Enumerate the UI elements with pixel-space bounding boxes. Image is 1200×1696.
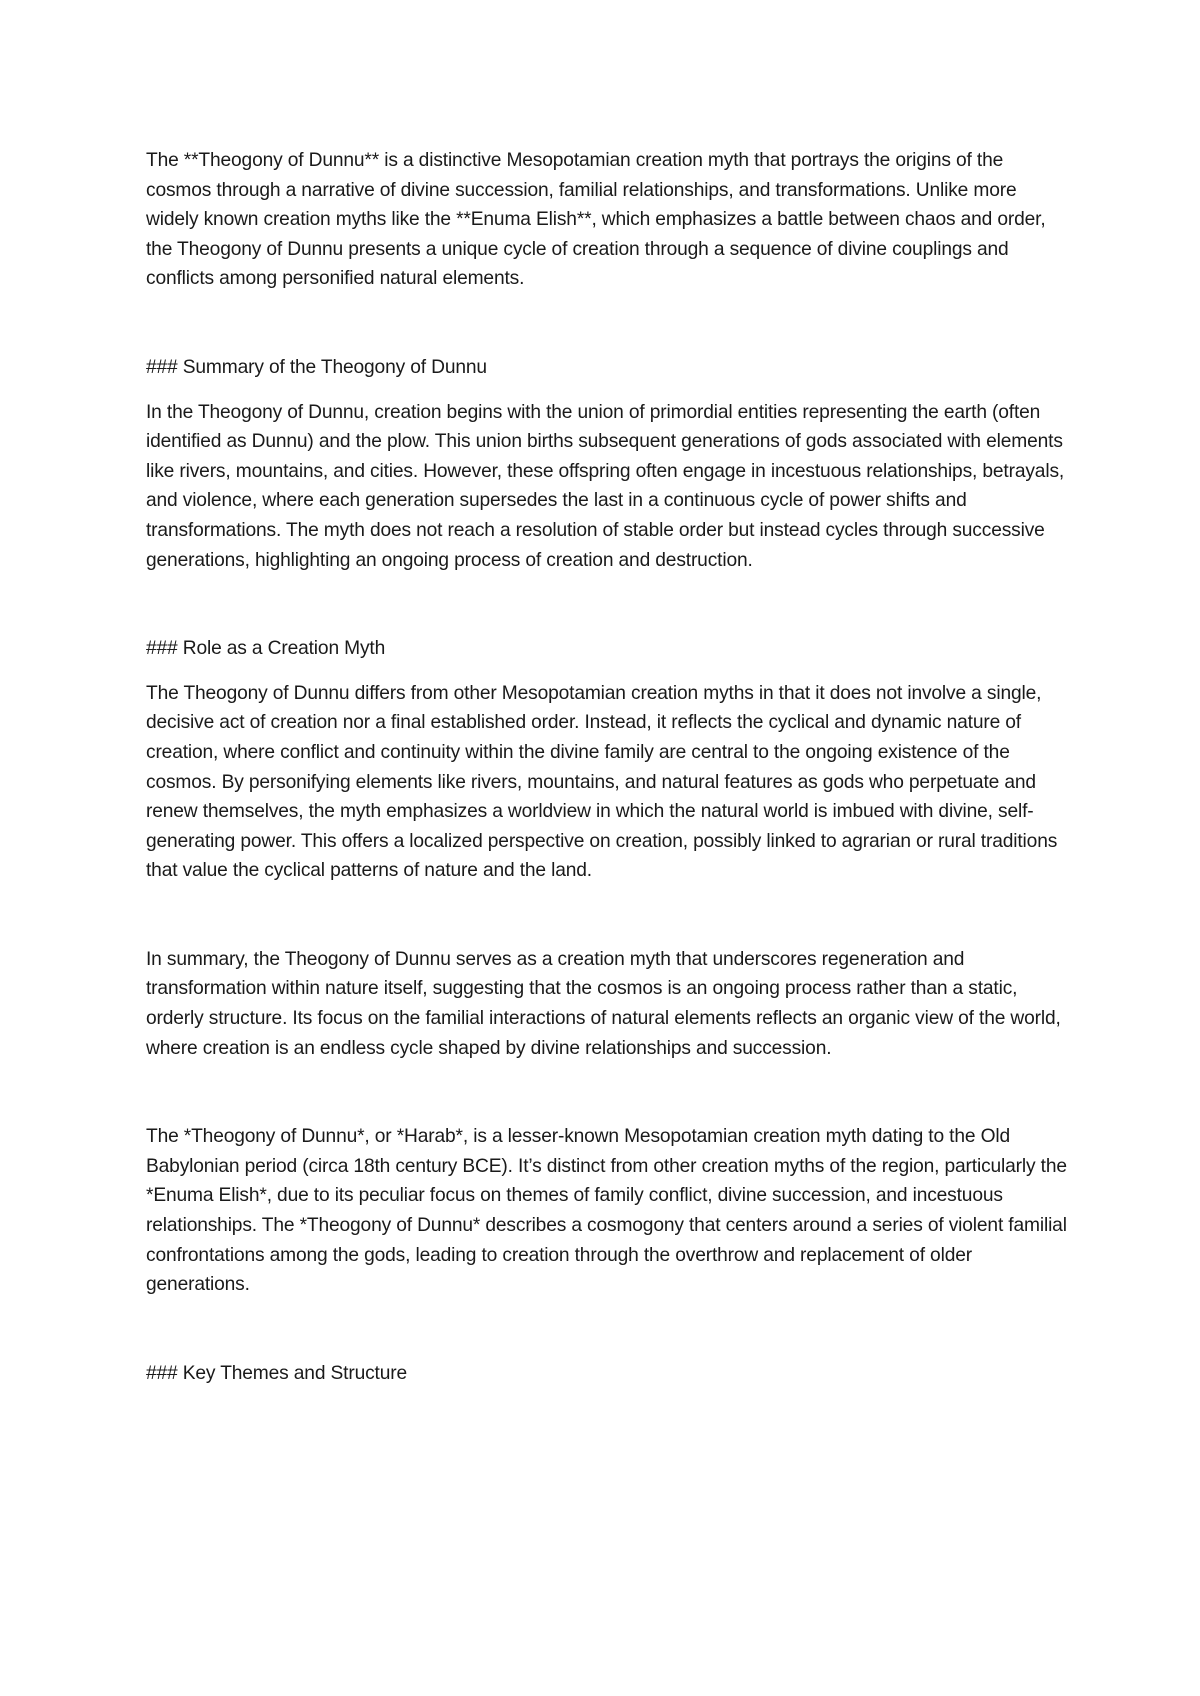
harab-paragraph: The *Theogony of Dunnu*, or *Harab*, is a lesser-known Mesopotamian creation myth dating to the Old Babylonian period (circa 18th century BCE). It’s distinct from other creation myths of the region, particularly the *Enuma Elish*, due to its peculiar focus on themes of family conflict, divine succession, and incestuous relationships. The *Theogony of Dunnu* describes a cosmogony that centers around a series of violent familial confrontations among the gods, leading to creation through the overthrow and replacement of older generations. <box>146 1126 1067 1296</box>
document-body <box>146 146 1072 1388</box>
key-themes-heading: ### Key Themes and Structure <box>146 1362 408 1384</box>
summary-paragraph: In the Theogony of Dunnu, creation begins with the union of primordial entities representing the earth (often identified as Dunnu) and the plow. This union births subsequent generations of gods associated with elements like rivers, mountains, and cities. However, these offspring often engage in incestuous relationships, betrayals, and violence, where each generation supersedes the last in a continuous cycle of power shifts and transformations. The myth does not reach a resolution of stable order but instead cycles through successive generations, highlighting an ongoing process of creation and destruction. <box>146 401 1065 571</box>
role-heading: ### Role as a Creation Myth <box>146 638 386 660</box>
summary-heading: ### Summary of the Theogony of Dunnu <box>146 356 487 378</box>
role-paragraph: The Theogony of Dunnu differs from other Mesopotamian creation myths in that it does not involve a single, decisive act of creation nor a final established order. Instead, it reflects the cyclical and dynamic nature of creation, where conflict and continuity within the divine family are central to the ongoing existence of the cosmos. By personifying elements like rivers, mountains, and natural features as gods who perpetuate and renew themselves, the myth emphasizes a worldview in which the natural world is imbued with divine, self-generating power. This offers a localized perspective on creation, possibly linked to agrarian or rural traditions that value the cyclical patterns of nature and the land. <box>146 682 1058 882</box>
conclusion-paragraph: In summary, the Theogony of Dunnu serves as a creation myth that underscores regeneration and transformation within nature itself, suggesting that the cosmos is an ongoing process rather than a static, orderly structure. Its focus on the familial interactions of natural elements reflects an organic view of the world, where creation is an endless cycle shaped by divine relationships and succession. <box>146 948 1061 1059</box>
intro-paragraph: The **Theogony of Dunnu** is a distinctive Mesopotamian creation myth that portrays the origins of the cosmos through a narrative of divine succession, familial relationships, and transformations. Unlike more widely known creation myths like the **Enuma Elish**, which emphasizes a battle between chaos and order, the Theogony of Dunnu presents a unique cycle of creation through a sequence of divine couplings and conflicts among personified natural elements. <box>146 150 1046 290</box>
